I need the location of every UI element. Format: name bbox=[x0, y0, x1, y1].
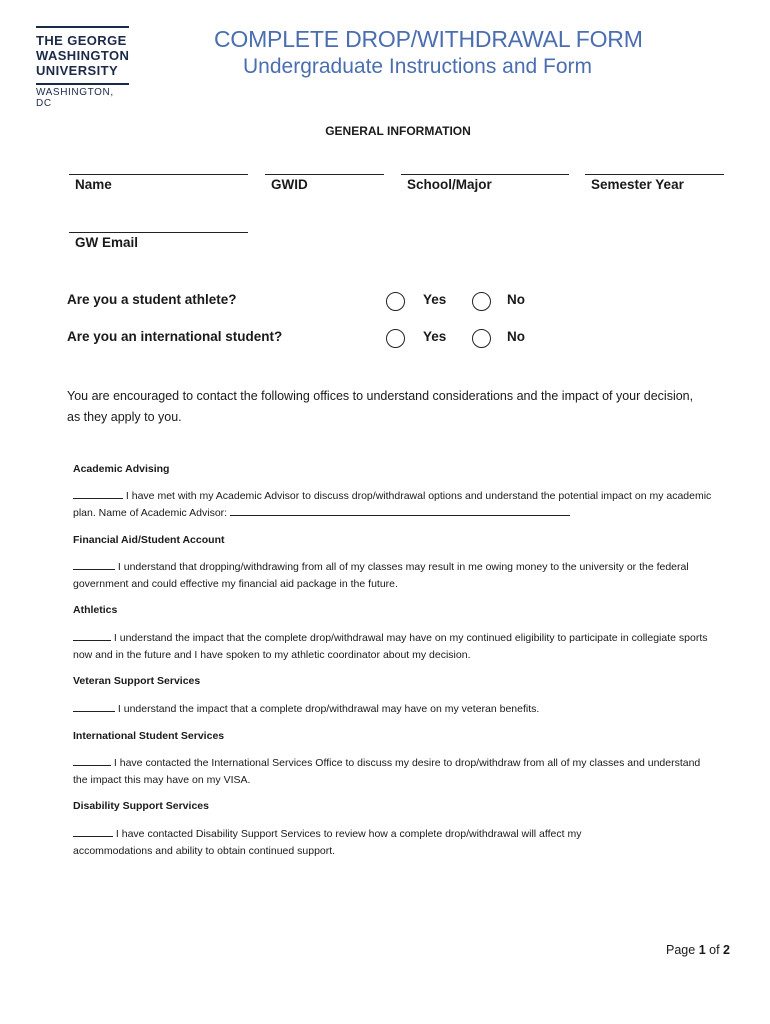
statement-text: I have contacted the International Services Office to discuss my desire to drop/withdraw from all of my classes and understand the impact this may have on my VISA. bbox=[73, 757, 701, 786]
initials-blank[interactable] bbox=[73, 559, 115, 570]
logo-line-2: WASHINGTON bbox=[36, 48, 130, 63]
athlete-question: Are you a student athlete? bbox=[67, 292, 237, 307]
statement-international bbox=[73, 755, 713, 788]
name-label: Name bbox=[75, 177, 112, 192]
statement-text: I understand the impact that the complete drop/withdrawal may have on my continued eligibility to participate in collegiate sports now and in the future and I have spoken to my athletic coordinator about my decision. bbox=[73, 632, 708, 661]
gwid-label: GWID bbox=[271, 177, 308, 192]
gw-email-label: GW Email bbox=[75, 235, 139, 250]
athlete-no-radio[interactable] bbox=[472, 292, 491, 311]
logo-subtext: WASHINGTON, DC bbox=[36, 87, 114, 109]
page-total: 2 bbox=[723, 943, 730, 957]
advisor-name-blank[interactable] bbox=[230, 505, 570, 516]
page-current: 1 bbox=[698, 943, 706, 957]
athlete-no-label: No bbox=[507, 292, 525, 307]
statement-text: I understand the impact that a complete drop/withdrawal may have on my veteran benefits. bbox=[117, 703, 540, 715]
semester-year-field-line[interactable] bbox=[585, 174, 724, 175]
school-major-label: School/Major bbox=[407, 177, 492, 192]
section-title-academic-advising: Academic Advising bbox=[73, 463, 170, 475]
general-info-heading: GENERAL INFORMATION bbox=[325, 124, 471, 138]
initials-blank[interactable] bbox=[73, 755, 111, 766]
statement-veteran bbox=[73, 701, 713, 718]
initials-blank[interactable] bbox=[73, 630, 111, 641]
form-subtitle: Undergraduate Instructions and Form bbox=[243, 55, 593, 78]
statement-academic-advising bbox=[73, 488, 713, 521]
page-word: Page bbox=[666, 943, 696, 957]
statement-disability bbox=[73, 826, 633, 859]
page-of-word: of bbox=[709, 943, 720, 957]
name-field-line[interactable] bbox=[69, 174, 248, 175]
page-number bbox=[666, 943, 730, 957]
statement-text: I understand that dropping/withdrawing from all of my classes may result in me owing money to the university or the federal government and could effective my financial aid package in the future. bbox=[73, 561, 689, 590]
international-yes-radio[interactable] bbox=[386, 329, 405, 348]
school-major-field-line[interactable] bbox=[401, 174, 569, 175]
section-title-financial-aid: Financial Aid/Student Account bbox=[73, 534, 225, 546]
statement-financial-aid bbox=[73, 559, 713, 592]
section-title-disability: Disability Support Services bbox=[73, 800, 209, 812]
statement-text: I have met with my Academic Advisor to discuss drop/withdrawal options and understand the potential impact on my academic plan. Name of Academic Advisor: bbox=[73, 490, 712, 519]
athlete-yes-radio[interactable] bbox=[386, 292, 405, 311]
section-title-veteran: Veteran Support Services bbox=[73, 675, 201, 687]
international-no-label: No bbox=[507, 329, 525, 344]
section-title-international: International Student Services bbox=[73, 730, 225, 742]
statement-athletics bbox=[73, 630, 713, 663]
international-question: Are you an international student? bbox=[67, 329, 283, 344]
semester-year-label: Semester Year bbox=[591, 177, 684, 192]
initials-blank[interactable] bbox=[73, 701, 115, 712]
intro-paragraph: You are encouraged to contact the following offices to understand considerations and the impact of your decision, as they apply to you. bbox=[67, 389, 694, 424]
international-no-radio[interactable] bbox=[472, 329, 491, 348]
section-title-athletics: Athletics bbox=[73, 604, 118, 616]
international-yes-label: Yes bbox=[423, 329, 447, 344]
gwid-field-line[interactable] bbox=[265, 174, 384, 175]
initials-blank[interactable] bbox=[73, 826, 113, 837]
logo-line-1: THE GEORGE bbox=[36, 33, 127, 48]
university-logo bbox=[36, 26, 132, 109]
initials-blank[interactable] bbox=[73, 488, 123, 499]
form-title: COMPLETE DROP/WITHDRAWAL FORM bbox=[214, 26, 643, 52]
statement-text: I have contacted Disability Support Services to review how a complete drop/withdrawal will affect my accommodations and ability to obtain continued support. bbox=[73, 828, 582, 857]
gw-email-field-line[interactable] bbox=[69, 232, 248, 233]
logo-rule-bottom bbox=[36, 83, 129, 85]
athlete-yes-label: Yes bbox=[423, 292, 447, 307]
logo-line-3: UNIVERSITY bbox=[36, 63, 119, 78]
